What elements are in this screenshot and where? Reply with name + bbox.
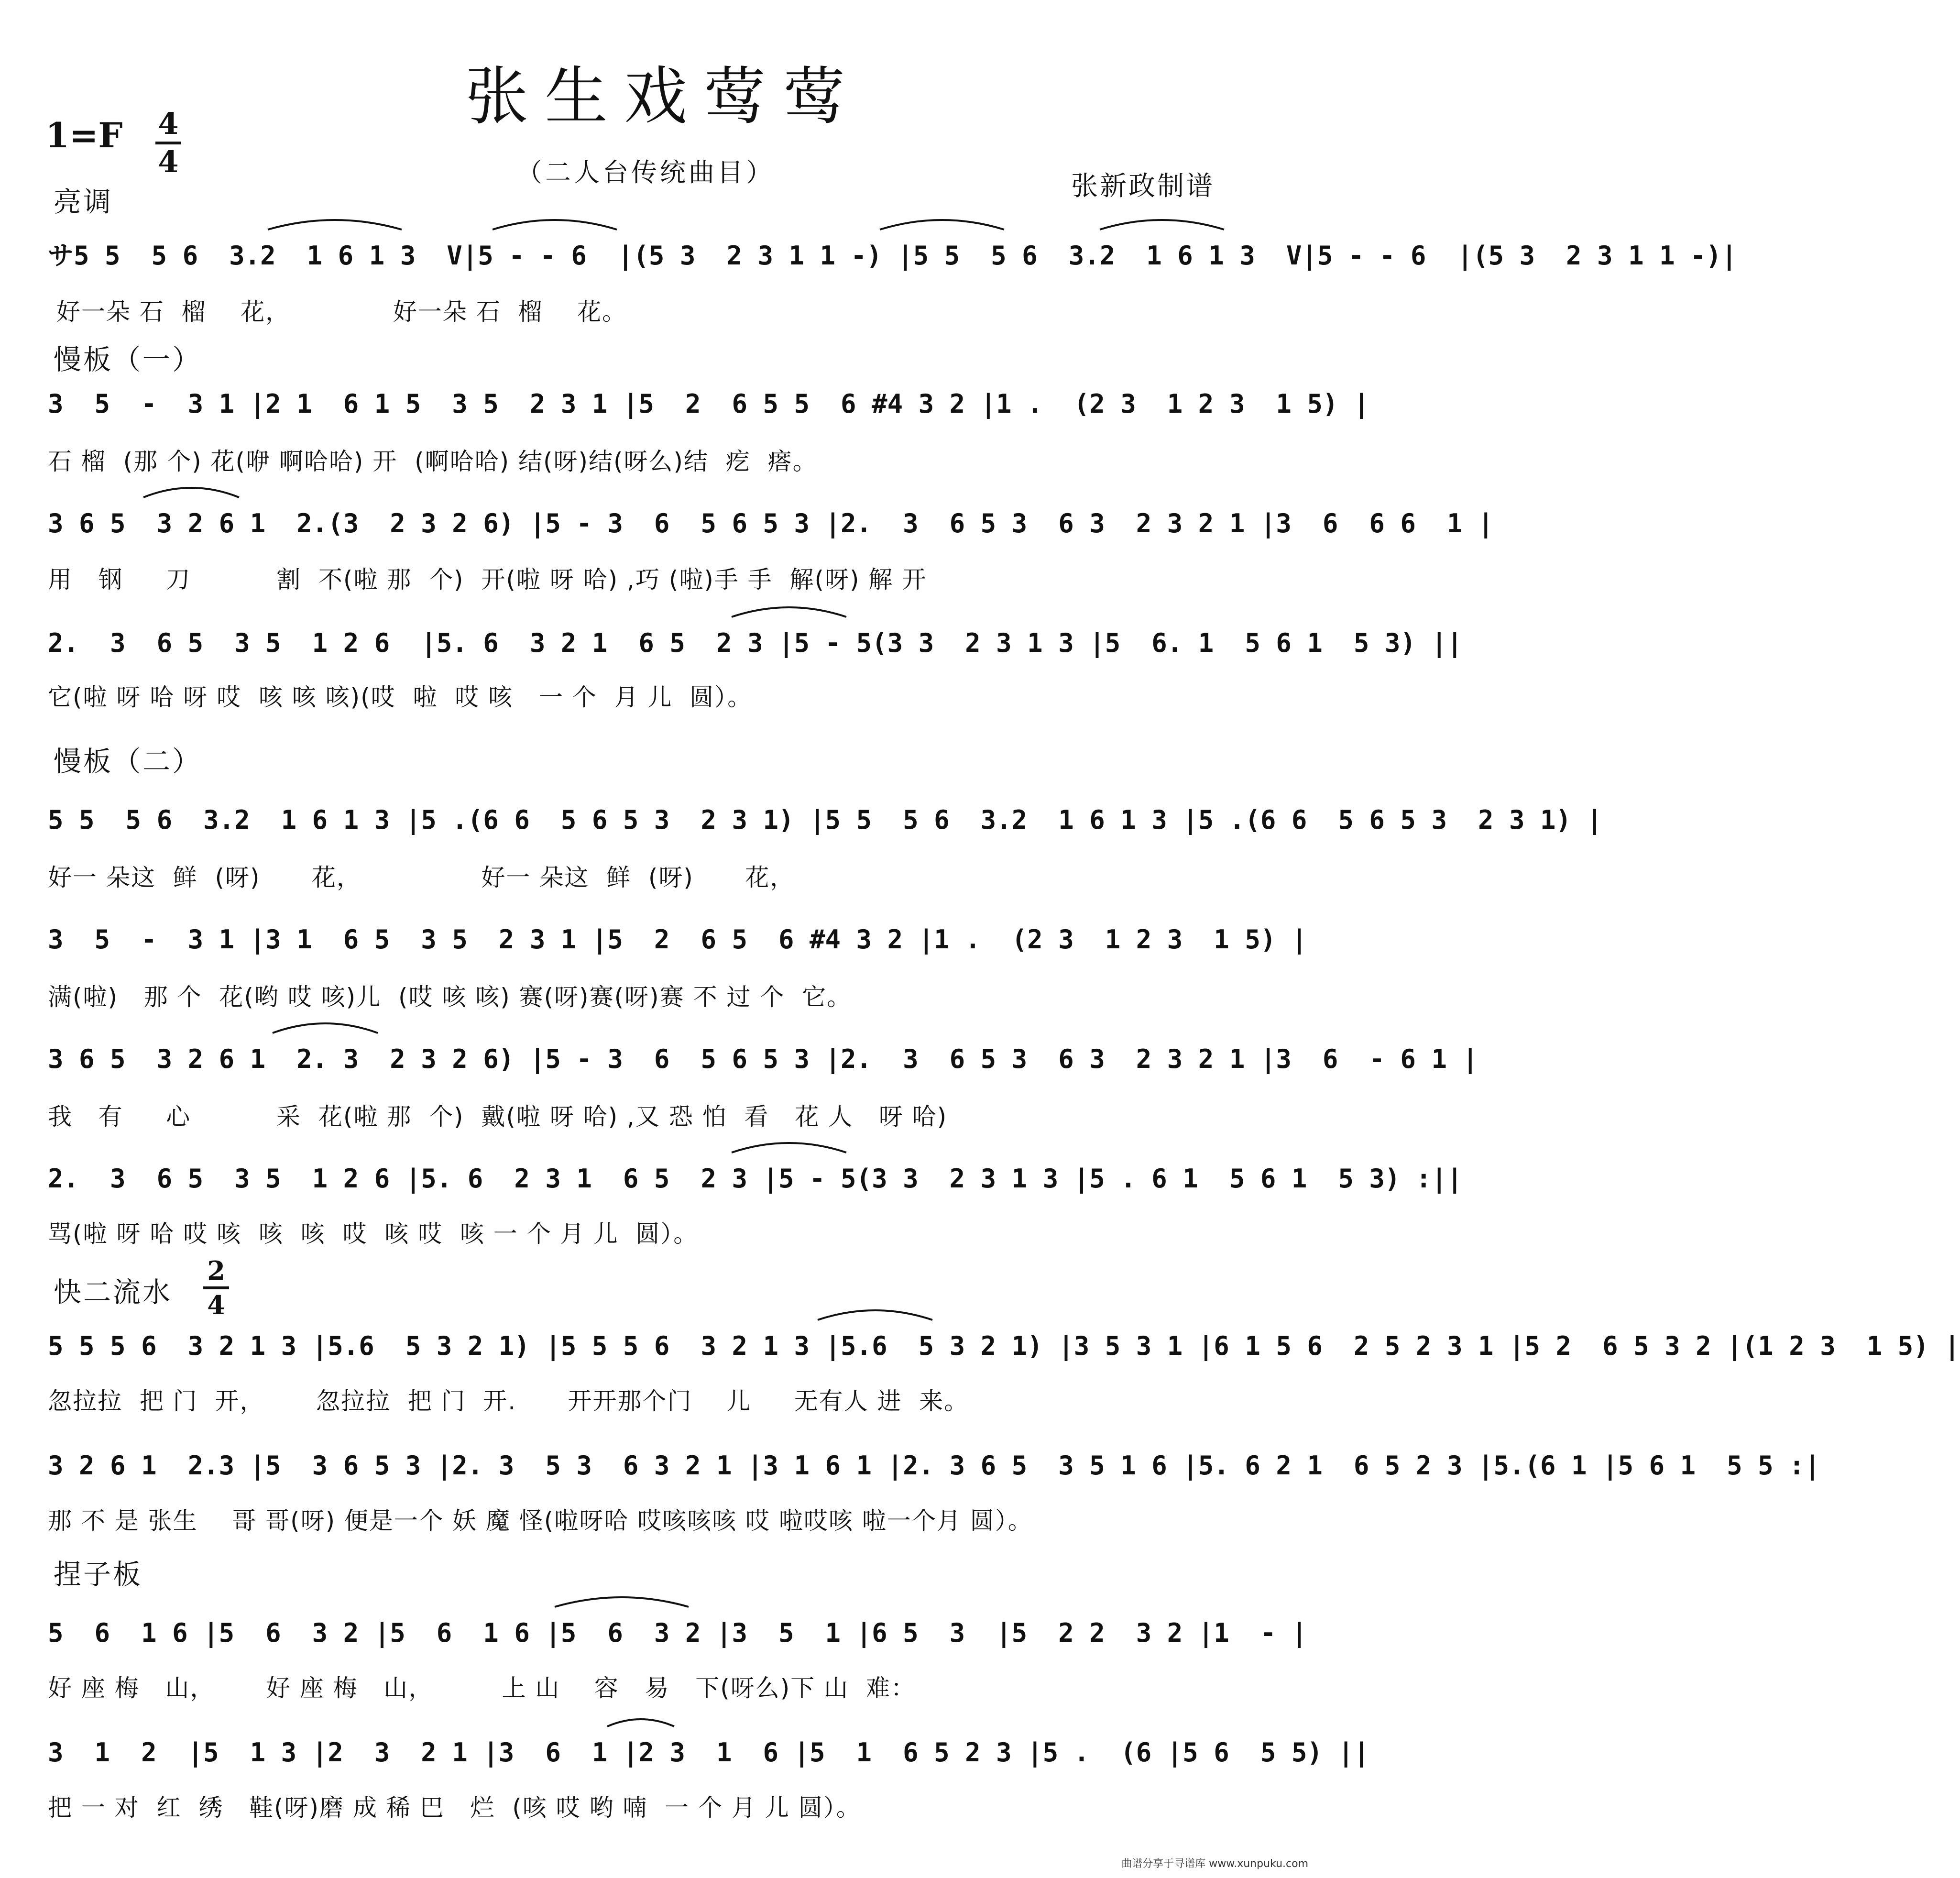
notation-line-7: 3 6 5 3 2 6 1 2. 3 2 3 2 6) |5 - 3 6 5 6 5 3 |2. 3 6 5 3 6 3 2 3 2 1 |3 6 - 6 1 |	[48, 1044, 1478, 1074]
notation-line-3: 3 6 5 3 2 6 1 2.(3 2 3 2 6) |5 - 3 6 5 6 5 3 |2. 3 6 5 3 6 3 2 3 2 1 |3 6 6 6 1 |	[48, 508, 1494, 538]
author-credit: 张新政制谱	[1071, 171, 1215, 202]
notation-line-12: 3 1 2 |5 1 3 |2 3 2 1 |3 6 1 |2 3 1 6 |5 1 6 5 2 3 |5 . (6 |5 6 5 5) ||	[48, 1737, 1369, 1768]
lyric-line-2: 石 榴 (那 个) 花(咿 啊哈哈) 开 (啊哈哈) 结(呀)结(呀么)结 疙 瘩。	[48, 448, 818, 475]
subtitle: （二人台传统曲目）	[516, 157, 775, 187]
section-heading-liangdiao: 亮调	[54, 186, 113, 218]
watermark-footer: 曲谱分享于寻谱库 www.xunpuku.com	[1121, 1858, 1308, 1870]
section-heading-kuai-erliushui: 快二流水	[54, 1276, 173, 1308]
lyric-line-5: 好一 朵这 鲜 (呀) 花， 好一 朵这 鲜 (呀) 花，	[48, 864, 795, 891]
lyric-line-6: 满(啦) 那 个 花(哟 哎 咳)儿 (哎 咳 咳) 赛(呀)赛(呀)赛 不 过 个 它。	[48, 983, 852, 1011]
time-signature-bottom: 4	[158, 144, 179, 179]
notation-line-1: サ5 5 5 6 3.2 1 6 1 3 V|5 - - 6 |(5 3 2 3 1 1 -) |5 5 5 6 3.2 1 6 1 3 V|5 - - 6 |(5 3 2 3 1 1 -)|	[48, 241, 1737, 271]
notation-line-11: 5 6 1 6 |5 6 3 2 |5 6 1 6 |5 6 3 2 |3 5 1 |6 5 3 |5 2 2 3 2 |1 - |	[48, 1618, 1307, 1648]
notation-line-6: 3 5 - 3 1 |3 1 6 5 3 5 2 3 1 |5 2 6 5 6 #4 3 2 |1 . (2 3 1 2 3 1 5) |	[48, 924, 1307, 955]
lyric-line-9: 忽拉拉 把 门 开， 忽拉拉 把 门 开. 开开那个门 儿 无有人 进 来。	[48, 1387, 969, 1415]
lyric-line-11: 好 座 梅 山， 好 座 梅 山， 上 山 容 易 下(呀么)下 山 难：	[48, 1674, 916, 1702]
section-heading-manban-1: 慢板（一）	[54, 343, 202, 376]
lyric-line-10: 那 不 是 张生 哥 哥(呀) 便是一个 妖 魔 怪(啦呀哈 哎咳咳咳 哎 啦哎咳 啦一个月 圆）。	[48, 1507, 1033, 1535]
time-signature-kuai-bottom: 4	[207, 1290, 225, 1320]
key-signature: 1=F	[45, 115, 123, 155]
lyric-line-12: 把 一 对 红 绣 鞋(呀)磨 成 稀 巴 烂 (咳 哎 哟 喃 一 个 月 儿 圆）。	[48, 1794, 861, 1822]
lyric-line-8: 骂(啦 呀 哈 哎 咳 咳 咳 哎 咳 哎 咳 一 个 月 儿 圆）。	[48, 1220, 699, 1248]
notation-line-8: 2. 3 6 5 3 5 1 2 6 |5. 6 2 3 1 6 5 2 3 |5 - 5(3 3 2 3 1 3 |5 . 6 1 5 6 1 5 3) :||	[48, 1164, 1463, 1194]
notation-line-4: 2. 3 6 5 3 5 1 2 6 |5. 6 3 2 1 6 5 2 3 |5 - 5(3 3 2 3 1 3 |5 6. 1 5 6 1 5 3) ||	[48, 628, 1463, 658]
section-heading-niezi-ban: 捏子板	[54, 1558, 143, 1591]
notation-line-2: 3 5 - 3 1 |2 1 6 1 5 3 5 2 3 1 |5 2 6 5 5 6 #4 3 2 |1 . (2 3 1 2 3 1 5) |	[48, 389, 1369, 419]
notation-line-9: 5 5 5 6 3 2 1 3 |5.6 5 3 2 1) |5 5 5 6 3 2 1 3 |5.6 5 3 2 1) |3 5 3 1 |6 1 5 6 2 5 2 3 1 |5 2 6 5 3 2 |(1 2 3 1 5) |	[48, 1331, 1960, 1361]
lyric-line-4: 它(啦 呀 哈 呀 哎 咳 咳 咳)(哎 啦 哎 咳 一 个 月 儿 圆）。	[48, 683, 753, 711]
time-signature-kuai-top: 2	[207, 1255, 225, 1286]
lyric-line-7: 我 有 心 采 花(啦 那 个) 戴(啦 呀 哈) ,又 恐 怕 看 花 人 呀 哈)	[48, 1103, 948, 1131]
time-signature-top: 4	[158, 106, 179, 141]
notation-line-10: 3 2 6 1 2.3 |5 3 6 5 3 |2. 3 5 3 6 3 2 1 |3 1 6 1 |2. 3 6 5 3 5 1 6 |5. 6 2 1 6 5 2 3 |5.(6 1 |5 6 1 5 5 :|	[48, 1450, 1820, 1481]
notation-line-5: 5 5 5 6 3.2 1 6 1 3 |5 .(6 6 5 6 5 3 2 3 1) |5 5 5 6 3.2 1 6 1 3 |5 .(6 6 5 6 5 3 2 3 1) |	[48, 805, 1603, 835]
section-heading-manban-2: 慢板（二）	[54, 745, 202, 778]
lyric-line-3: 用 钢 刀 割 不(啦 那 个) 开(啦 呀 哈) ,巧 (啦)手 手 解(呀) 解 开	[48, 566, 927, 593]
lyric-line-1: 好一朵 石 榴 花， 好一朵 石 榴 花。	[48, 298, 627, 326]
page-title: 张生戏莺莺	[465, 60, 862, 133]
